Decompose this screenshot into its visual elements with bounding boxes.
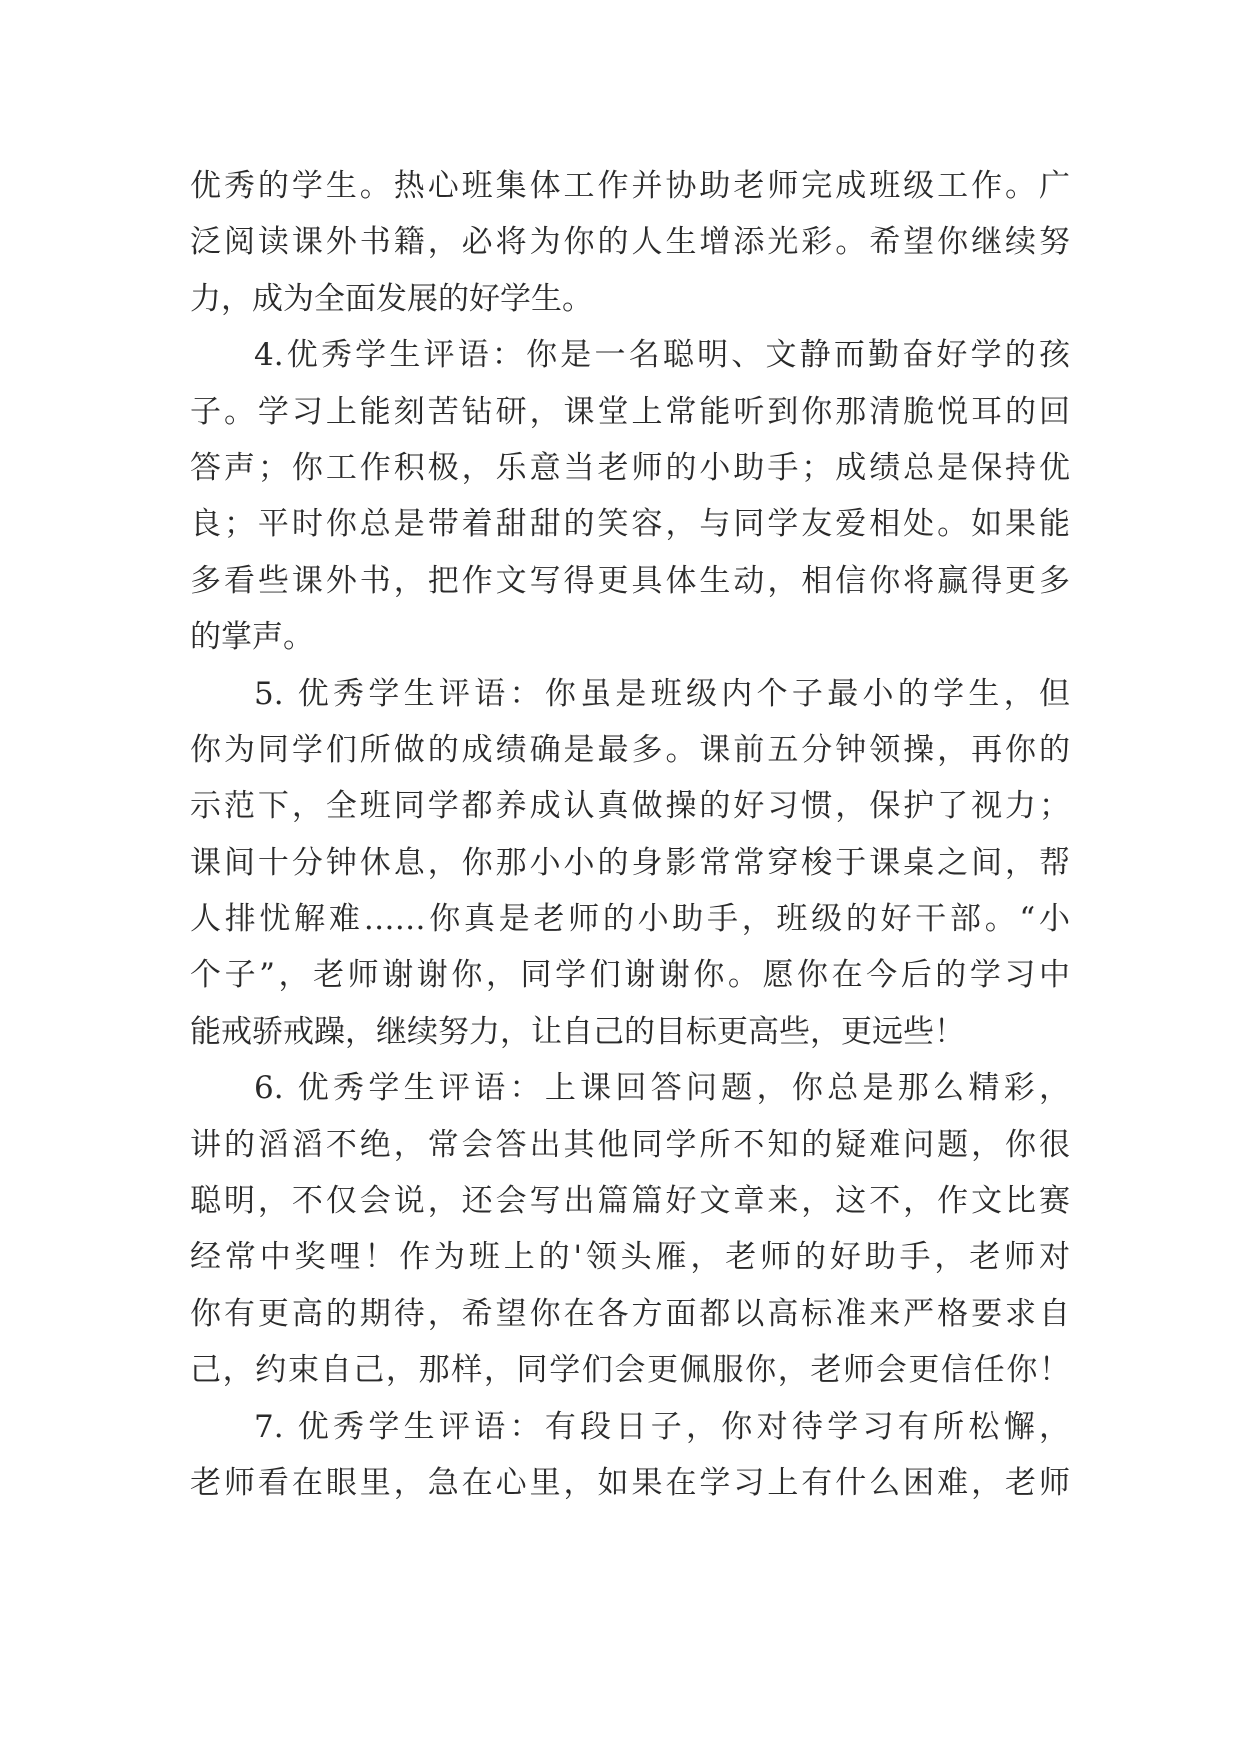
paragraph-first-line: 6. 优秀学生评语：上课回答问题，你总是那么精彩， [254, 1070, 1070, 1107]
text-line: 子。学习上能刻苦钻研，课堂上常能听到你那清脆悦耳的回 [190, 393, 1070, 430]
text-line: 答声；你工作积极，乐意当老师的小助手；成绩总是保持优 [190, 449, 1070, 486]
text-line: 己，约束自己，那样，同学们会更佩服你，老师会更信任你！ [190, 1352, 1070, 1389]
text-line: 个子”，老师谢谢你，同学们谢谢你。愿你在今后的学习中 [190, 957, 1070, 994]
text-line: 能戒骄戒躁，继续努力，让自己的目标更高些，更远些！ [190, 1013, 965, 1050]
text-line: 老师看在眼里，急在心里，如果在学习上有什么困难，老师 [190, 1464, 1070, 1501]
text-line: 示范下，全班同学都养成认真做操的好习惯，保护了视力； [190, 788, 1070, 825]
paragraph-first-line: 5. 优秀学生评语：你虽是班级内个子最小的学生，但 [254, 675, 1070, 712]
text-line: 你为同学们所做的成绩确是最多。课前五分钟领操，再你的 [190, 731, 1070, 768]
text-line: 力，成为全面发展的好学生。 [190, 280, 593, 317]
text-line: 聪明，不仅会说，还会写出篇篇好文章来，这不，作文比赛 [190, 1183, 1070, 1220]
text-line: 经常中奖哩！作为班上的'领头雁，老师的好助手，老师对 [190, 1239, 1070, 1276]
text-line: 多看些课外书，把作文写得更具体生动，相信你将赢得更多 [190, 562, 1070, 599]
text-line: 泛阅读课外书籍，必将为你的人生增添光彩。希望你继续努 [190, 224, 1070, 261]
document-body-text [190, 158, 1070, 1511]
text-line: 课间十分钟休息，你那小小的身影常常穿梭于课桌之间，帮 [190, 844, 1070, 881]
paragraph-first-line: 7. 优秀学生评语：有段日子，你对待学习有所松懈， [254, 1408, 1070, 1445]
text-line: 你有更高的期待，希望你在各方面都以高标准来严格要求自 [190, 1295, 1070, 1332]
text-line: 优秀的学生。热心班集体工作并协助老师完成班级工作。广 [190, 168, 1070, 204]
text-line: 的掌声。 [190, 619, 314, 656]
paragraph-first-line: 4.优秀学生评语：你是一名聪明、文静而勤奋好学的孩 [254, 337, 1070, 374]
text-line: 良；平时你总是带着甜甜的笑容，与同学友爱相处。如果能 [190, 506, 1070, 543]
text-line: 人排忧解难……你真是老师的小助手，班级的好干部。“小 [190, 901, 1070, 938]
text-line: 讲的滔滔不绝，常会答出其他同学所不知的疑难问题，你很 [190, 1126, 1070, 1163]
